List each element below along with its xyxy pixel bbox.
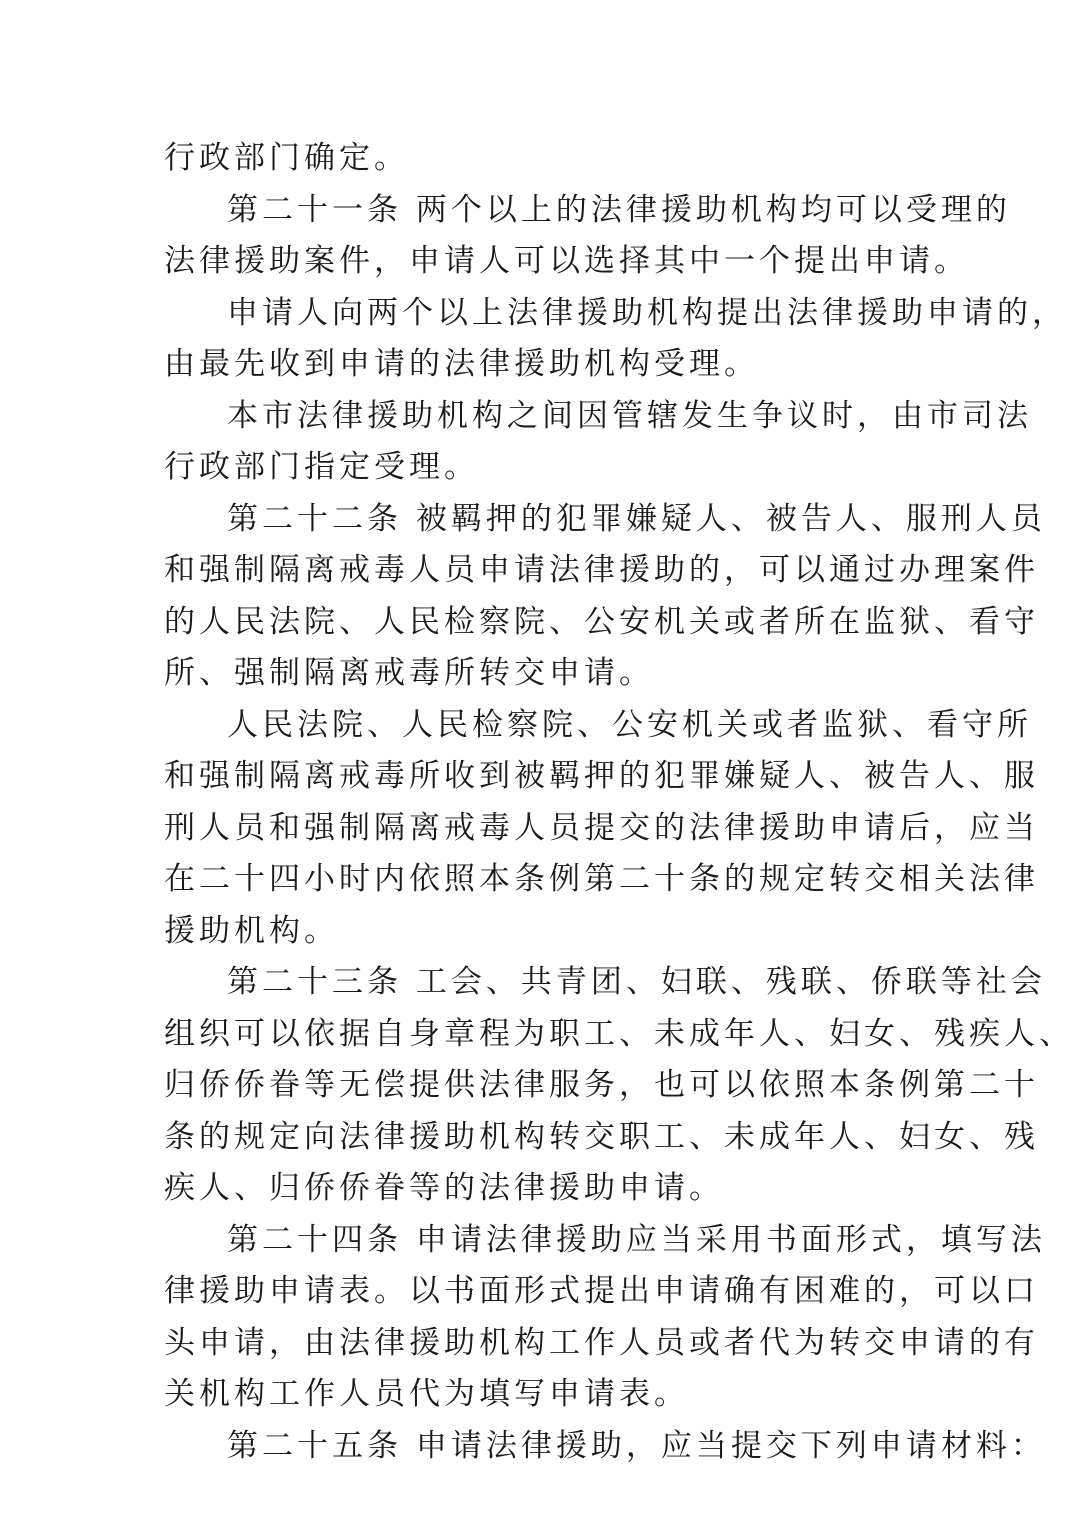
text-line: 第二十三条 工会、共青团、妇联、残联、侨联等社会 xyxy=(227,964,1046,1000)
text-line: 归侨侨眷等无偿提供法律服务，也可以依照本条例第二十 xyxy=(164,1067,1039,1103)
text-line: 疾人、归侨侨眷等的法律援助申请。 xyxy=(164,1170,724,1206)
text-line: 法律援助案件，申请人可以选择其中一个提出申请。 xyxy=(164,243,969,279)
text-line: 关机构工作人员代为填写申请表。 xyxy=(164,1376,689,1412)
text-line: 的人民法院、人民检察院、公安机关或者所在监狱、看守 xyxy=(164,603,1039,640)
text-line: 援助机构。 xyxy=(164,912,339,949)
text-line: 行政部门确定。 xyxy=(164,140,409,176)
text-line: 本市法律援助机构之间因管辖发生争议时，由市司法 xyxy=(227,397,1032,434)
text-line: 头申请，由法律援助机构工作人员或者代为转交申请的有 xyxy=(164,1324,1039,1361)
text-line: 和强制隔离戒毒所收到被羁押的犯罪嫌疑人、被告人、服 xyxy=(164,758,1039,794)
document-body xyxy=(164,133,1074,1472)
text-line: 第二十五条 申请法律援助，应当提交下列申请材料： xyxy=(227,1427,1046,1464)
text-line: 所、强制隔离戒毒所转交申请。 xyxy=(164,655,654,691)
text-line: 第二十二条 被羁押的犯罪嫌疑人、被告人、服刑人员 xyxy=(227,500,1046,537)
text-line: 组织可以依据自身章程为职工、未成年人、妇女、残疾人、 xyxy=(164,1015,1074,1052)
text-line: 刑人员和强制隔离戒毒人员提交的法律援助申请后，应当 xyxy=(164,809,1039,846)
text-line: 申请人向两个以上法律援助机构提出法律援助申请的， xyxy=(227,294,1067,331)
text-line: 行政部门指定受理。 xyxy=(164,449,479,485)
text-line: 和强制隔离戒毒人员申请法律援助的，可以通过办理案件 xyxy=(164,552,1039,588)
text-line: 人民法院、人民检察院、公安机关或者监狱、看守所 xyxy=(227,706,1032,743)
text-line: 第二十一条 两个以上的法律援助机构均可以受理的 xyxy=(227,191,1011,228)
text-line: 条的规定向法律援助机构转交职工、未成年人、妇女、残 xyxy=(164,1118,1039,1155)
text-line: 第二十四条 申请法律援助应当采用书面形式，填写法 xyxy=(227,1221,1046,1258)
text-line: 由最先收到申请的法律援助机构受理。 xyxy=(164,346,759,382)
text-line: 在二十四小时内依照本条例第二十条的规定转交相关法律 xyxy=(164,861,1039,897)
text-line: 律援助申请表。以书面形式提出申请确有困难的，可以口 xyxy=(164,1273,1039,1309)
